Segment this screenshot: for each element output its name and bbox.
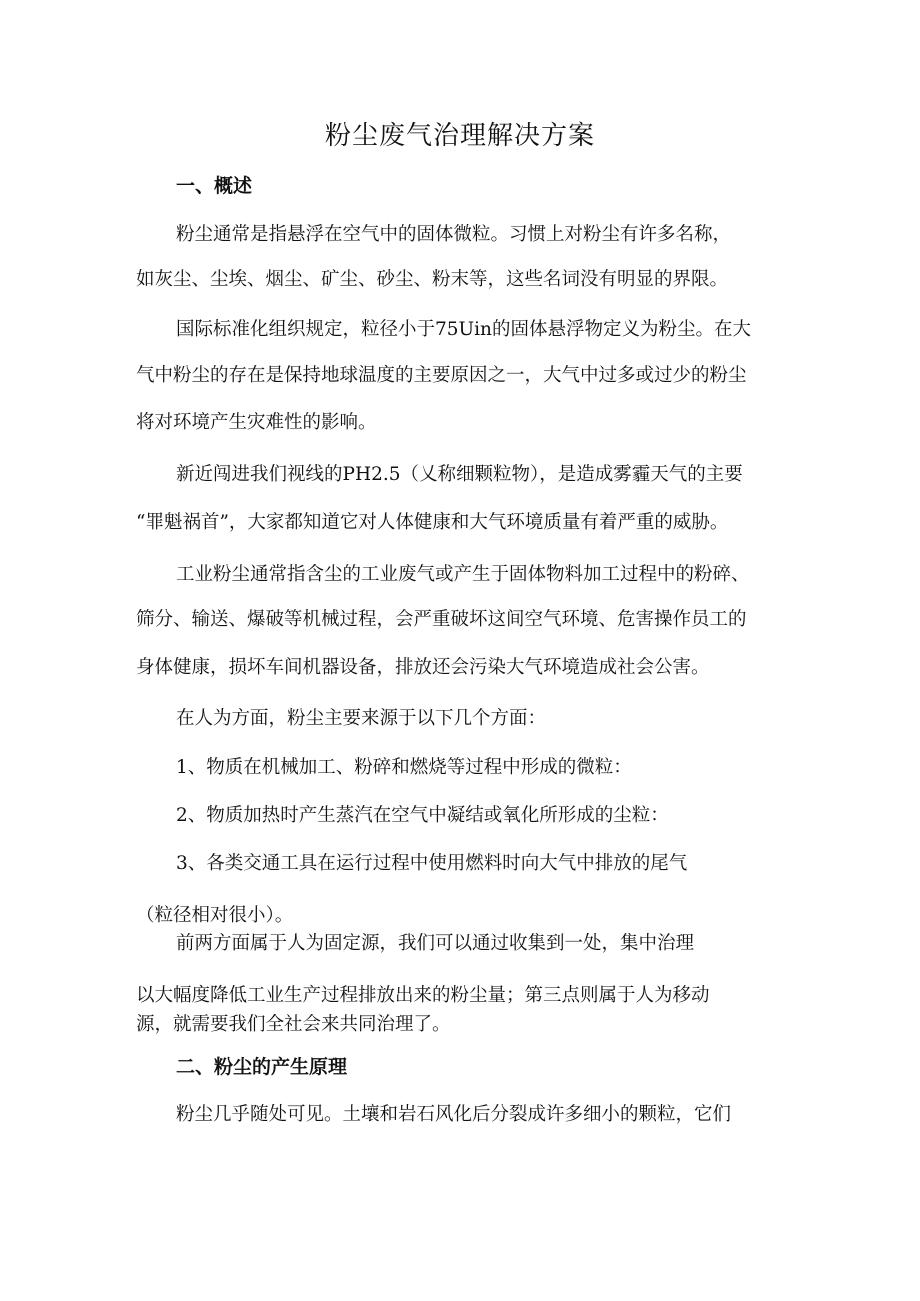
paragraph-line: 气中粉尘的存在是保持地球温度的主要原因之一，大气中过多或过少的粉尘	[136, 365, 747, 386]
paragraph-line: 前两方面属于人为固定源，我们可以通过收集到一处，集中治理	[176, 933, 695, 954]
document-title: 粉尘废气治理解决方案	[324, 121, 595, 151]
paragraph-line: 粉尘几乎随处可见。土壤和岩石风化后分裂成许多细小的颗粒，它们	[176, 1104, 732, 1125]
paragraph-line: 新近闯进我们视线的PH2.5（乂称细颗粒物），是造成雾霾天气的主要	[176, 464, 743, 485]
paragraph-line: 国际标准化组织规定，粒径小于75Uin的固体悬浮物定义为粉尘。在大	[176, 319, 751, 340]
paragraph-line: 工业粉尘通常指含尘的工业废气或产生于固体物料加工过程中的粉碎、	[176, 564, 750, 585]
paragraph-line: 筛分、输送、爆破等机械过程，会严重破坏这间空气环境、危害操作员工的	[136, 609, 747, 630]
paragraph-line: 如灰尘、尘埃、烟尘、矿尘、砂尘、粉末等，这些名词没有明显的界限。	[136, 269, 729, 290]
paragraph-line: 源，就需要我们全社会来共同治理了。	[136, 1014, 451, 1035]
list-item: 3、各类交通工具在运行过程中使用燃料时向大气中排放的尾气	[176, 853, 688, 874]
section-heading-overview: 一、概述	[176, 175, 253, 197]
list-item: 2、物质加热时产生蒸汽在空气中凝结或氧化所形成的尘粒：	[176, 805, 669, 826]
section-heading-dust-origin: 二、粉尘的产生原理	[176, 1056, 348, 1078]
paragraph-line: 粉尘通常是指悬浮在空气中的固体微粒。习惯上对粉尘有许多名称，	[176, 224, 732, 245]
paragraph-line: 将对环境产生灾难性的影响。	[136, 412, 377, 433]
paragraph-line: 身体健康，损坏车间机器设备，排放还会污染大气环境造成社会公害。	[136, 657, 710, 678]
paragraph-line: （粒径相对很小）。	[136, 905, 294, 926]
paragraph-line: 以大幅度降低工业生产过程排放出来的粉尘量；第三点则属于人为移动	[136, 985, 710, 1006]
paragraph-line: “罪魁祸首”，大家都知道它对人体健康和大气环境质量有着严重的威胁。	[136, 512, 729, 533]
paragraph-line: 在人为方面，粉尘主要来源于以下几个方面：	[176, 708, 547, 729]
list-item: 1、物质在机械加工、粉碎和燃烧等过程中形成的微粒：	[176, 757, 632, 778]
